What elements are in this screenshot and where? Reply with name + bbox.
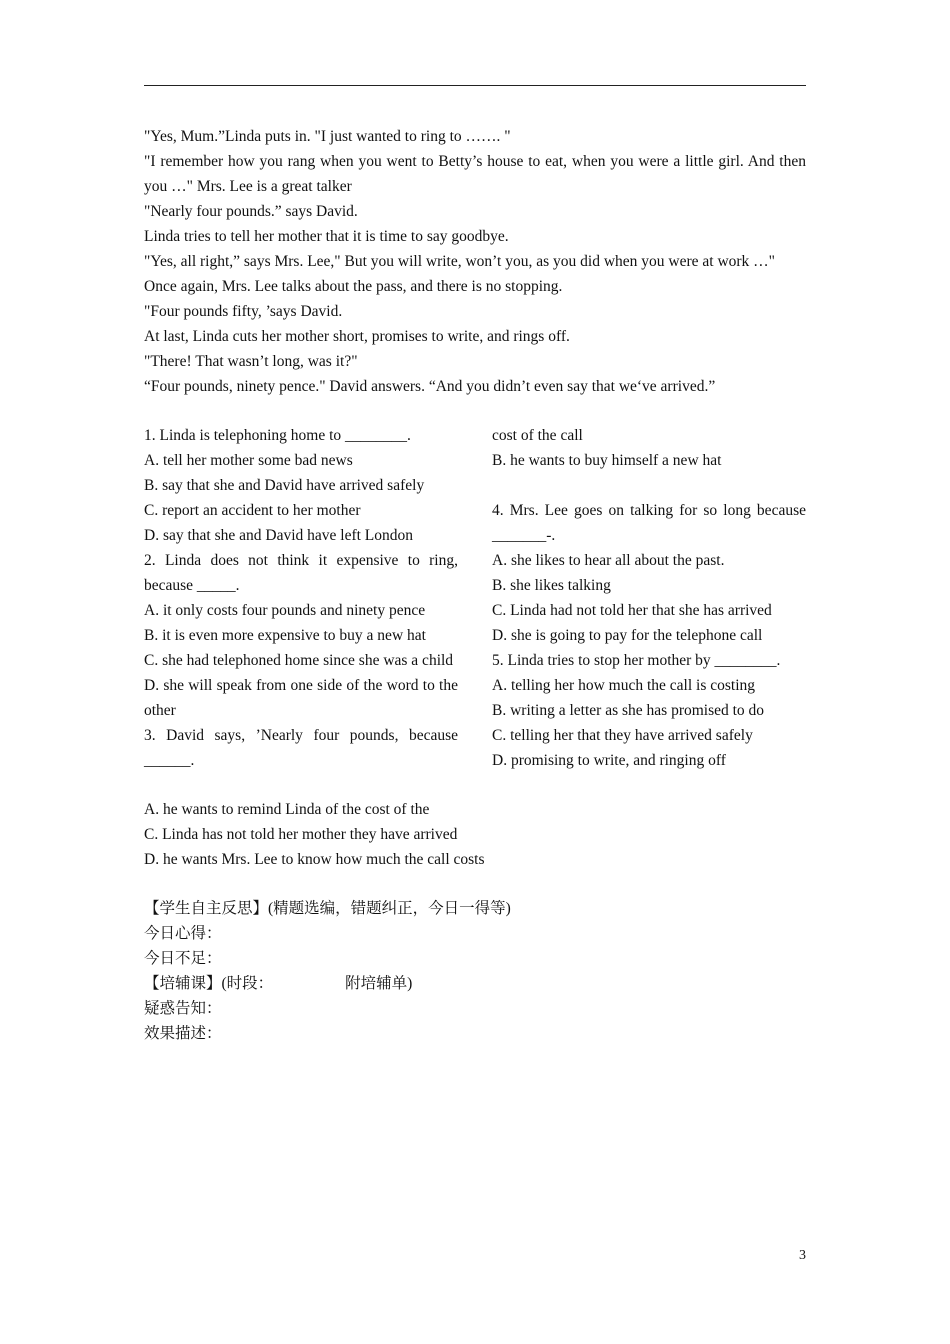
option: A. he wants to remind Linda of the cost of the bbox=[144, 801, 430, 818]
option: C. Linda had not told her that she has arrived bbox=[492, 602, 772, 619]
option-continuation: cost of the call bbox=[492, 427, 583, 444]
passage-line: "Four pounds fifty, ’says David. bbox=[144, 303, 343, 320]
reflection-title: 【学生自主反思】(精题选编，错题纠正，今日一得等) bbox=[144, 900, 511, 917]
reflection-section bbox=[144, 896, 806, 1046]
reflection-effect: 效果描述： bbox=[144, 1025, 222, 1042]
option: D. he wants Mrs. Lee to know how much the call costs bbox=[144, 851, 485, 868]
question-1: 1. Linda is telephoning home to ________. bbox=[144, 427, 411, 444]
option: A. telling her how much the call is costing bbox=[492, 677, 756, 694]
blank-line bbox=[492, 473, 806, 498]
option: B. she likes talking bbox=[492, 577, 611, 594]
passage-line: "Yes, all right,” says Mrs. Lee," But you will write, won’t you, as you did when you were at work …" bbox=[144, 253, 776, 270]
option: C. telling her that they have arrived safely bbox=[492, 727, 753, 744]
passage-line: “Four pounds, ninety pence." David answers. “And you didn’t even say that we‘ve arrived.” bbox=[144, 378, 716, 395]
option: D. she will speak from one side of the word to the other bbox=[144, 677, 458, 719]
passage-line: At last, Linda cuts her mother short, promises to write, and rings off. bbox=[144, 328, 570, 345]
option: B. it is even more expensive to buy a new hat bbox=[144, 627, 426, 644]
question-3-options bbox=[144, 797, 806, 872]
question-5: 5. Linda tries to stop her mother by ________. bbox=[492, 652, 781, 669]
passage bbox=[144, 124, 806, 399]
reflection-doubts: 疑惑告知： bbox=[144, 1000, 222, 1017]
passage-line: "Yes, Mum.”Linda puts in. "I just wanted to ring to ……. " bbox=[144, 128, 511, 145]
reflection-gain: 今日心得： bbox=[144, 925, 222, 942]
question-4: 4. Mrs. Lee goes on talking for so long because _______-. bbox=[492, 502, 806, 544]
option: D. say that she and David have left London bbox=[144, 527, 414, 544]
question-3: 3. David says, ’Nearly four pounds, because ______. bbox=[144, 727, 458, 769]
option: D. promising to write, and ringing off bbox=[492, 752, 726, 769]
option: A. she likes to hear all about the past. bbox=[492, 552, 725, 569]
question-2: 2. Linda does not think it expensive to ring, because _____. bbox=[144, 552, 458, 594]
page-number: 3 bbox=[799, 1248, 806, 1263]
passage-line: "Nearly four pounds.” says David. bbox=[144, 203, 358, 220]
questions-left-column bbox=[144, 423, 458, 773]
tutoring-attachment: 附培辅单) bbox=[345, 975, 413, 992]
option: B. he wants to buy himself a new hat bbox=[492, 452, 722, 469]
questions-right-column bbox=[492, 423, 806, 773]
option: B. say that she and David have arrived safely bbox=[144, 477, 425, 494]
option: A. tell her mother some bad news bbox=[144, 452, 353, 469]
passage-line: "I remember how you rang when you went to Betty’s house to eat, when you were a little girl. And then you …" Mrs. Lee is a great talker bbox=[144, 153, 806, 195]
option: C. Linda has not told her mother they have arrived bbox=[144, 826, 458, 843]
reflection-shortfall: 今日不足： bbox=[144, 950, 222, 967]
option: D. she is going to pay for the telephone call bbox=[492, 627, 763, 644]
tutoring-label: 【培辅课】(时段： bbox=[144, 975, 274, 992]
passage-line: Once again, Mrs. Lee talks about the pass, and there is no stopping. bbox=[144, 278, 563, 295]
passage-line: "There! That wasn’t long, was it?" bbox=[144, 353, 358, 370]
option: A. it only costs four pounds and ninety pence bbox=[144, 602, 426, 619]
option: B. writing a letter as she has promised to do bbox=[492, 702, 765, 719]
passage-line: Linda tries to tell her mother that it is time to say goodbye. bbox=[144, 228, 509, 245]
header-rule bbox=[144, 85, 806, 86]
option: C. report an accident to her mother bbox=[144, 502, 361, 519]
tutoring-line bbox=[144, 971, 806, 996]
option: C. she had telephoned home since she was a child bbox=[144, 652, 454, 669]
